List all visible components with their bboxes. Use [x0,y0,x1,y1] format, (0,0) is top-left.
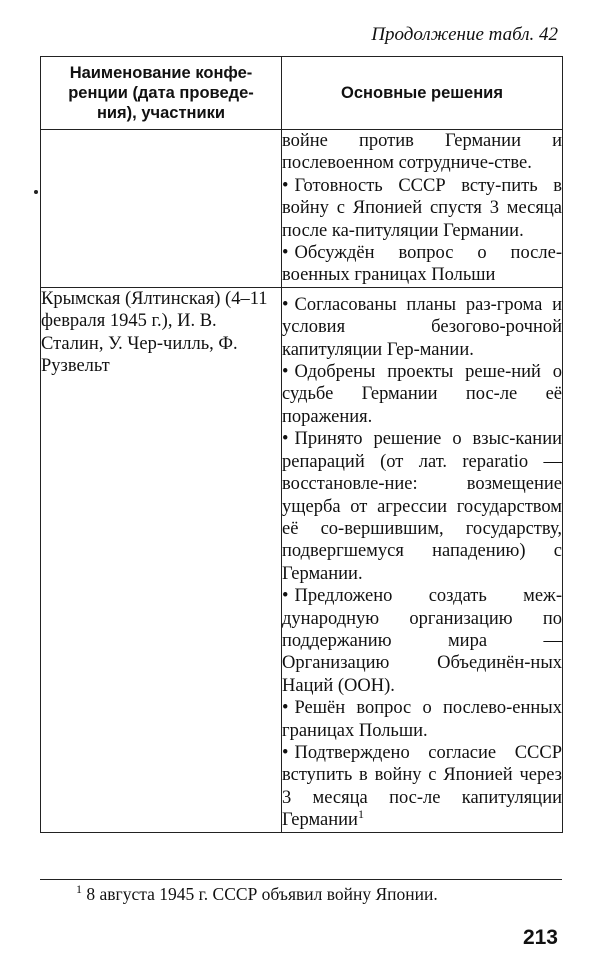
decision-text: Согласованы планы раз-грома и условия безогово-рочной капитуляции Гер-мании. [282,294,562,360]
decision-text: войне против Германии и послевоенном сотрудниче-стве. [282,131,562,174]
table-continuation-label: Продолжение табл. 42 [371,24,558,45]
decision-text: Обсуждён вопрос о после-военных границах Польши [282,243,562,286]
conference-table [40,56,563,833]
bullet-icon: • [282,294,289,315]
decisions-cell [282,287,563,832]
decision-text: Подтверждено согласие СССР вступить в войну с Японией через 3 месяца пос-ле капитуляции Германии [282,742,562,831]
decision-item [282,585,562,697]
footnote-reference: 1 [357,807,364,822]
footnote [76,884,438,905]
decision-item [282,242,562,287]
bullet-icon: • [282,429,289,450]
table-row [41,287,563,832]
conference-cell [41,130,282,288]
bullet-icon: • [282,586,289,607]
footnote-divider [40,879,562,880]
table-header-row [41,57,563,130]
stray-print-dot [34,190,38,194]
decision-item [282,742,562,832]
conference-cell: Крымская (Ялтинская) (4–11 февраля 1945 г.), И. В. Сталин, У. Чер-чилль, Ф. Рузвельт [41,287,282,832]
header-decisions-text: Основные решения [341,84,503,102]
decision-item [282,428,562,585]
decision-text: Готовность СССР всту-пить в войну с Японией спустя 3 месяца после ка-питуляции Германии. [282,175,562,241]
footnote-mark: 1 [76,882,82,897]
decision-item [282,130,562,175]
bullet-icon: • [282,698,289,719]
decision-item [282,175,562,242]
header-conference [41,57,282,130]
decision-text: Предложено создать меж-дународную организацию по поддержанию мира — Организацию Объединён-ных Наций (ООН). [282,586,562,696]
decision-text: Одобрены проекты реше-ний о судьбе Германии пос-ле её поражения. [282,362,562,427]
table-row [41,130,563,288]
header-conference-text: Наименование конфе-ренции (дата проведе-ния), участники [68,64,254,122]
decision-item [282,361,562,428]
page-number: 213 [522,926,558,949]
decision-item [282,294,562,361]
bullet-icon: • [282,243,289,264]
footnote-text: 8 августа 1945 г. СССР объявил войну Японии. [86,884,438,904]
bullet-icon: • [282,175,289,196]
decisions-cell [282,130,563,288]
bullet-icon: • [282,742,289,763]
decision-item [282,697,562,742]
decision-text: Решён вопрос о послево-енных границах Польши. [282,698,562,741]
bullet-icon: • [282,362,289,383]
decision-text: Принято решение о взыс-кании репараций (от лат. reparatio — восстановле-ние: возмещение ущерба от агрессии государством её со-вершившим, государству, подвергшемуся нападению) с Германии. [282,429,562,584]
header-decisions [282,57,563,130]
